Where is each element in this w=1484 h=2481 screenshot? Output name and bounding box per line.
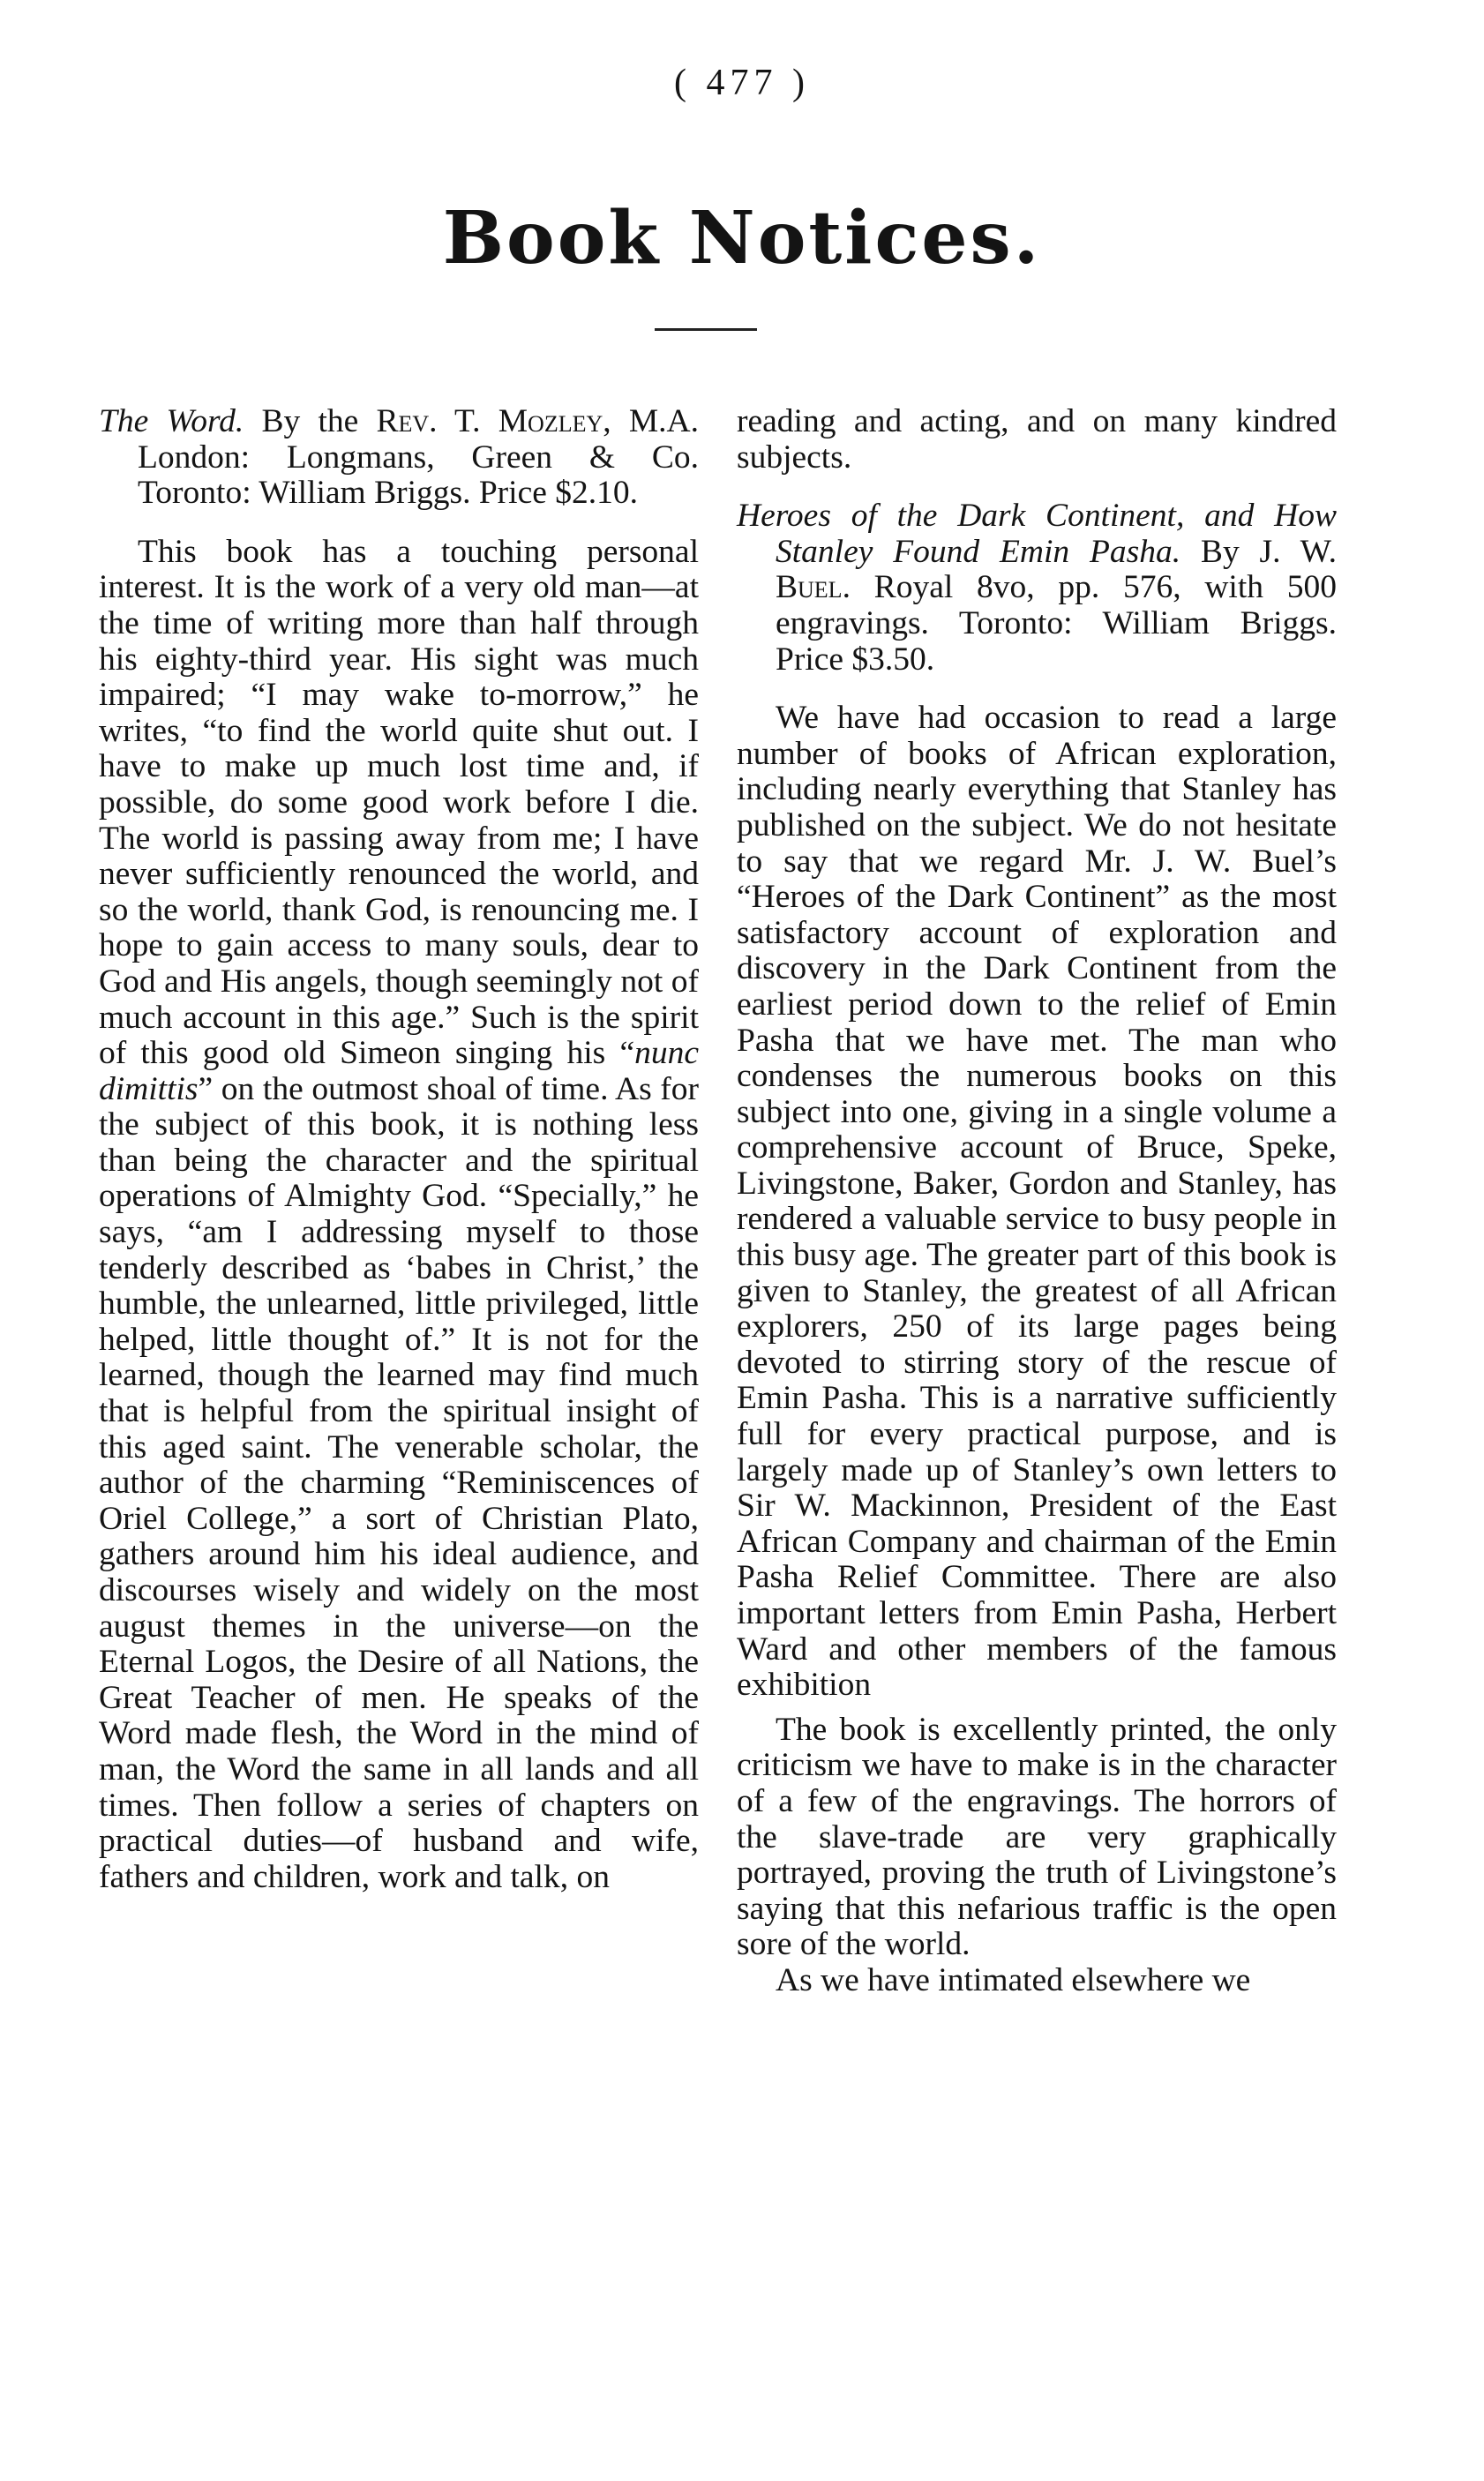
review-text: This book has a touching personal interest. It is the work of a very old man—at the time of writing more than half through his eighty-third year. His sight was much impaired; “I may wake to-morrow,” he writes, “to find the world quite shut out. I have to make up much lost time and, if possible, do some good work before I die. The world is passing away from me; I have never sufficiently renounced the world, and so the world, thank God, is renouncing me. I hope to gain access to many souls, dear to God and His angels, though seemingly not of much account in this age.” Such is the spirit of this good old Simeon singing his “ <box>99 533 699 1072</box>
review-italic-text: nunc dimittis <box>99 1035 699 1107</box>
book-by: By <box>1180 533 1260 570</box>
review-continuation: reading and acting, and on many kindred subjects. <box>737 403 1337 476</box>
review-paragraph: We have had occasion to read a large number of books of African exploration, including nearly everything that Stanley has published on the subject. We do not hesitate to say that we regard Mr. J. W. Buel’s “Heroes of the Dark Continent” as the most satisfactory account of exploration and discovery in the Dark Continent from the earliest period down to the relief of Emin Pasha that we have met. The man who condenses the numerous books on this subject into one, giving in a single volume a comprehensive account of Bruce, Speke, Livingstone, Baker, Gordon and Stanley, has rendered a valuable service to busy people in this busy age. The greater part of this book is given to Stanley, the greatest of all African explorers, 250 of its large pages being devoted to stirring story of the rescue of Emin Pasha. This is a narrative sufficiently full for every practical purpose, and is largely made up of Stanley’s own letters to Sir W. Mackinnon, President of the East African Company and chairman of the Emin Pasha Relief Committee. There are also important letters from Emin Pasha, Herbert Ward and other members of the famous exhibition <box>737 700 1337 1704</box>
book-author: Rev. T. Mozley <box>376 403 603 439</box>
book-author: J. W. Buel <box>776 533 1338 606</box>
right-column <box>737 404 1337 1999</box>
title-divider <box>655 328 757 331</box>
review-paragraph: The book is excellently printed, the only criticism we have to make is in the character of a few of the engravings. The horrors of the slave-trade are very graphically portrayed, proving the truth of Livingstone’s saying that this nefarious traffic is the open sore of the world. <box>737 1711 1337 1963</box>
review-text: ” on the outmost shoal of time. As for the subject of this book, it is nothing less than being the character and the spiritual operations of Almighty God. “Specially,” he says, “am I addressing myself to those tenderly described as ‘babes in Christ,’ the humble, the unlearned, little privileged, little helped, little thought of.” It is not for the learned, though the learned may find much that is helpful from the spiritual insight of this aged saint. The venerable scholar, the author of the charming “Reminiscences of Oriel College,” a sort of Christian Plato, gathers around him his ideal audience, and discourses wisely and widely on the most august themes in the universe—on the Eternal Logos, the Desire of all Nations, the Great Teacher of men. He speaks of the Word made flesh, the Word in the mind of man, the Word the same in all lands and all times. Then follow a series of chapters on practical duties—of husband and wife, fathers and children, work and talk, on <box>99 1070 699 1895</box>
book-publication: , M.A. London: Longmans, Green & Co. Toronto: William Briggs. Price $2.10. <box>138 403 699 512</box>
book-title: The Word. <box>99 403 244 439</box>
review-paragraph <box>99 535 699 1896</box>
book-by: By the <box>244 403 377 439</box>
book-title: Heroes of the Dark Continent, and How Stanley Found Emin Pasha. <box>737 498 1337 570</box>
left-column <box>99 404 699 1895</box>
page-title: Book Notices. <box>442 196 1042 281</box>
book-entry-the-word <box>99 404 699 512</box>
book-entry-heroes <box>737 498 1337 678</box>
review-paragraph: As we have intimated elsewhere we <box>776 1961 1251 1998</box>
page-number: ( 477 ) <box>674 63 810 103</box>
book-publication: . Royal 8vo, pp. 576, with 500 engravings. Toronto: William Briggs. Price $3.50. <box>776 569 1337 678</box>
